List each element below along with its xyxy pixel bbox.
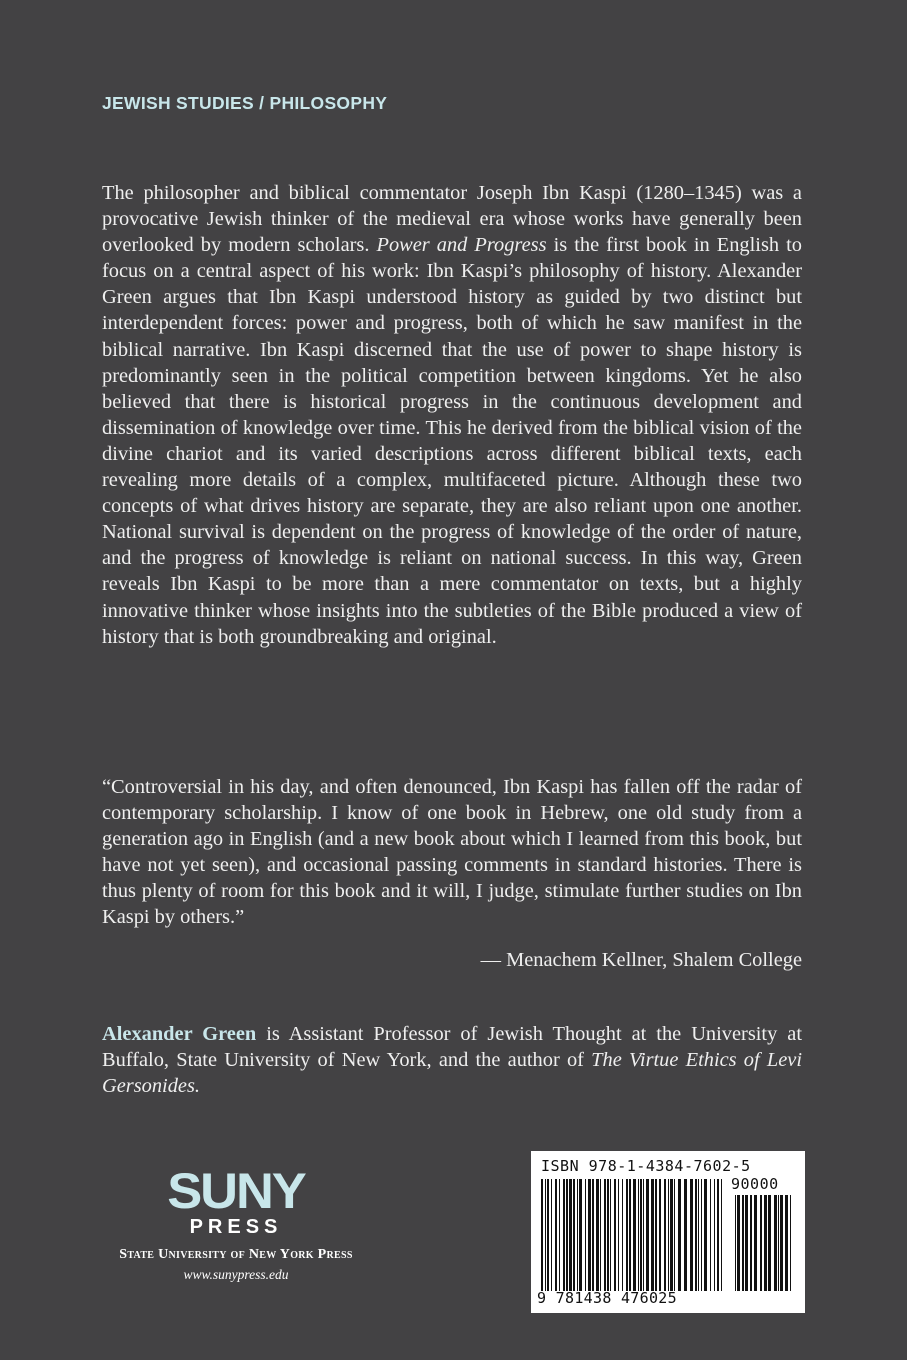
author-bio (102, 1021, 802, 1099)
barcode-bar (622, 1179, 623, 1291)
author-other-book: The Virtue Ethics of Levi Gersonides. (102, 1049, 802, 1098)
barcode-bar (714, 1179, 715, 1291)
barcode-bar (629, 1179, 631, 1291)
barcode-bar (704, 1179, 707, 1291)
barcode-bar (640, 1179, 642, 1291)
barcode-bar (701, 1179, 702, 1291)
barcode-bar (668, 1179, 669, 1291)
barcode-bar (569, 1179, 572, 1291)
barcode-bar (643, 1179, 644, 1291)
barcode-bar (545, 1179, 546, 1291)
barcode-bar (607, 1179, 609, 1291)
barcode-bar (684, 1179, 687, 1291)
price-code: 90000 (731, 1175, 779, 1193)
barcode-bar (790, 1195, 791, 1291)
barcode-bar (610, 1179, 611, 1291)
barcode-bar (750, 1195, 752, 1291)
suny-logo-text: SUNY (167, 1163, 305, 1219)
description-part-2: is the first book in English to focus on a central aspect of his work: Ibn Kaspi’s philosophy of history. Alexander Green argues that Ibn Kaspi understood history as guided by two distinct but interdependent forces: power and progress, both of which he saw manifest in the biblical narrative. Ibn Kaspi discerned that the use of power to shape history is predominantly seen in the political competition between kingdoms. Yet he also believed that there is historical progress in the continuous development and dissemination of knowledge over time. This he derived from the biblical vision of the divine chariot and its varied descriptions across different biblical texts, each revealing more details of a complex, multifaceted picture. Although these two concepts of what drives history are separate, they are also reliant upon one another. National survival is dependent on the progress of knowledge of the order of nature, and the progress of knowledge is reliant on national success. In this way, Green reveals Ibn Kaspi to be more than a mere commentator on texts, but a highly innovative thinker whose insights into the subtleties of the Bible produced a view of history that is both groundbreaking and original. (102, 234, 802, 648)
barcode-bar (742, 1195, 744, 1291)
isbn-barcode (531, 1151, 805, 1313)
barcode-bar (559, 1179, 560, 1291)
barcode-bar (745, 1195, 748, 1291)
barcode-bar (678, 1179, 681, 1291)
barcode-bar (563, 1179, 565, 1291)
barcode-bar (600, 1179, 601, 1291)
barcode-bar (674, 1179, 675, 1291)
barcode-bar (638, 1179, 639, 1291)
barcode-bar (547, 1179, 549, 1291)
barcode-bar (780, 1195, 783, 1291)
barcode-bar (774, 1195, 777, 1291)
barcode-bar (754, 1195, 757, 1291)
barcode-bar (717, 1179, 719, 1291)
barcode-bar (664, 1179, 666, 1291)
author-name: Alexander Green (102, 1023, 257, 1045)
barcode-bar (778, 1195, 779, 1291)
publisher-logo (100, 1163, 372, 1283)
barcode-bar (592, 1179, 594, 1291)
barcode-bar (626, 1179, 628, 1291)
category-label: JEWISH STUDIES / PHILOSOPHY (102, 93, 388, 113)
barcode-bar (604, 1179, 606, 1291)
barcode-bar (596, 1179, 599, 1291)
addon-barcode-bars (735, 1195, 797, 1291)
barcode-bar (651, 1179, 654, 1291)
barcode-bar (698, 1179, 699, 1291)
barcode-bar (737, 1195, 740, 1291)
barcode-bar (566, 1179, 568, 1291)
barcode-bar (690, 1179, 693, 1291)
barcode-bar (618, 1179, 619, 1291)
barcode-bar (695, 1179, 697, 1291)
description-part-1: The philosopher and biblical commentator Joseph Ibn Kaspi (1280–1345) was a provocative Jewish thinker of the medieval era whose works have generally been overlooked by modern scholars. (102, 182, 802, 257)
barcode-bar (659, 1179, 661, 1291)
author-bio-text: is Assistant Professor of Jewish Thought at the University at Buffalo, State University of New York, and the author of (102, 1023, 802, 1072)
barcode-bar (655, 1179, 657, 1291)
barcode-bar (585, 1179, 586, 1291)
barcode-bar (670, 1179, 673, 1291)
barcode-bar (633, 1179, 636, 1291)
endorsement-attribution: — Menachem Kellner, Shalem College (480, 949, 802, 971)
book-title: Power and Progress (376, 234, 547, 257)
publisher-name: State University of New York Press (119, 1247, 353, 1262)
barcode-bar (764, 1195, 767, 1291)
barcode-bar (646, 1179, 649, 1291)
barcode-bar (555, 1179, 557, 1291)
barcode-bar (614, 1179, 616, 1291)
barcode-bar (541, 1179, 543, 1291)
barcode-bar (785, 1195, 788, 1291)
barcode-bar (551, 1179, 552, 1291)
barcode-bar (768, 1195, 771, 1291)
barcode-bar (721, 1179, 722, 1291)
book-description (102, 180, 802, 650)
barcode-bars (541, 1179, 727, 1291)
endorsement-quote: “Controversial in his day, and often denounced, Ibn Kaspi has fallen off the radar of contemporary scholarship. I know of one book in Hebrew, one old study from a generation ago in English (and a new book about which I learned from this book, but have not yet seen), and occasional passing comments in standard histories. There is thus plenty of room for this book and it will, I judge, stimulate further studies on Ibn Kaspi by others.” (102, 776, 802, 929)
press-logo-text: PRESS (189, 1216, 283, 1238)
barcode-digits: 9 781438 476025 (537, 1289, 677, 1307)
barcode-bar (760, 1195, 762, 1291)
barcode-bar (735, 1195, 736, 1291)
isbn-label: ISBN 978-1-4384-7602-5 (541, 1157, 751, 1175)
barcode-bar (577, 1179, 578, 1291)
publisher-url: www.sunypress.edu (183, 1267, 289, 1282)
barcode-bar (588, 1179, 591, 1291)
barcode-bar (710, 1179, 711, 1291)
barcode-bar (579, 1179, 582, 1291)
barcode-bar (573, 1179, 575, 1291)
